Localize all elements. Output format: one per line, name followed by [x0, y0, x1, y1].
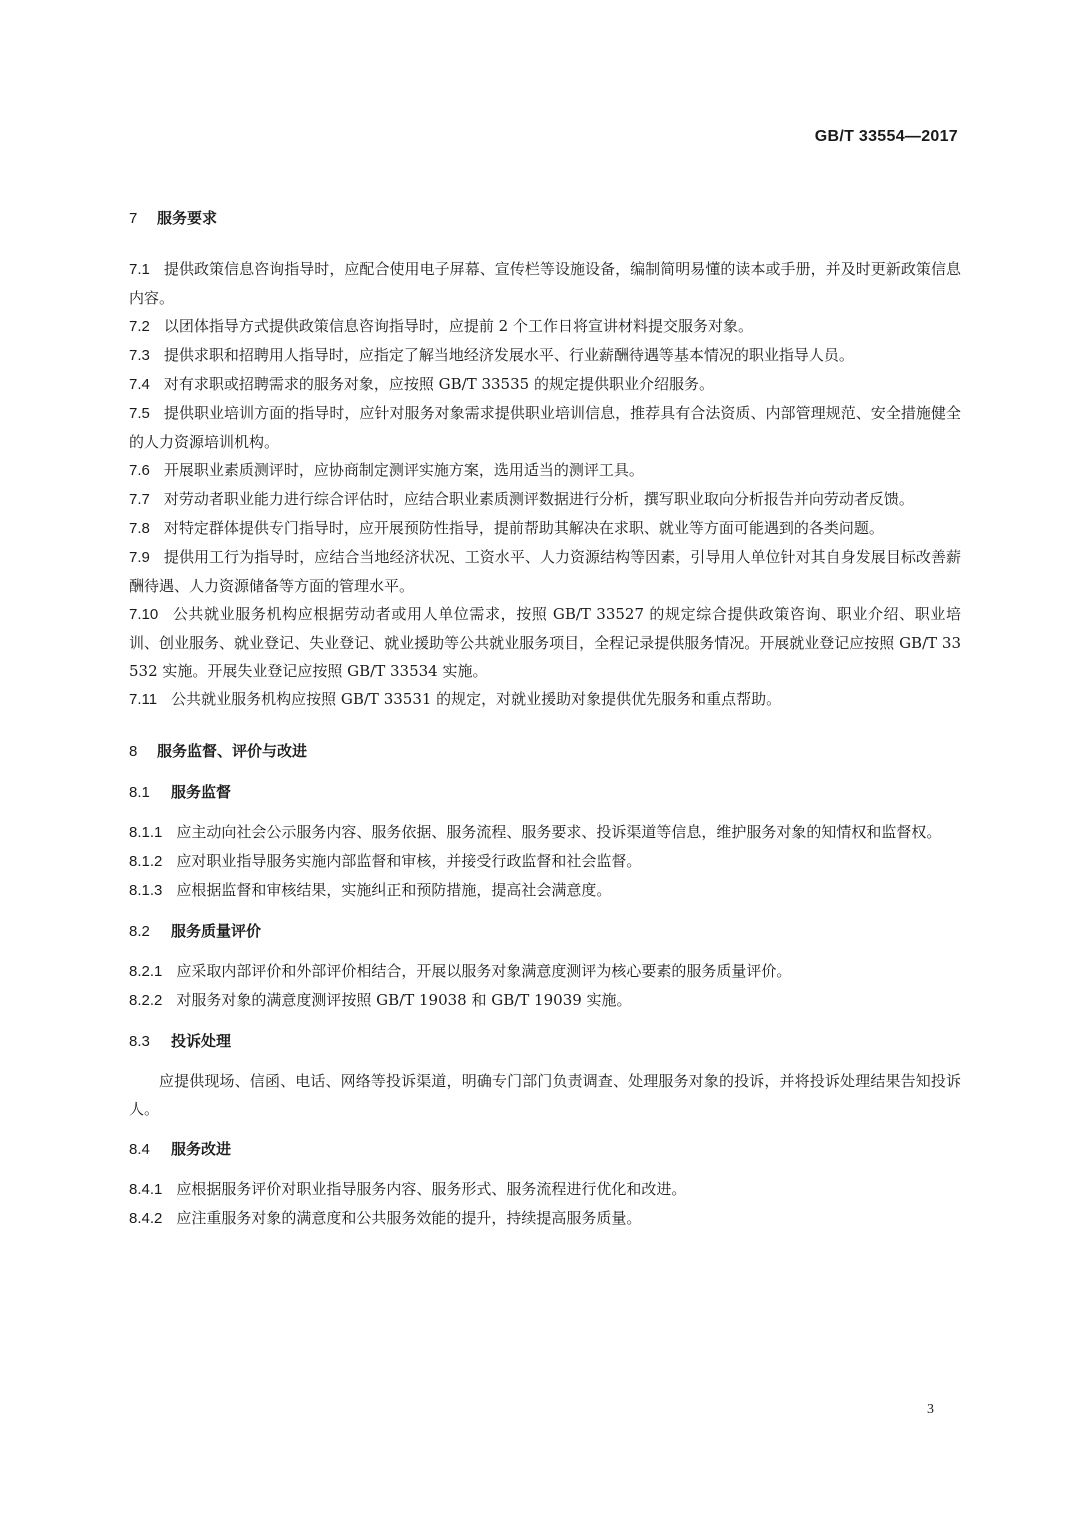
clause-7-7: [129, 485, 961, 514]
clause-8-4-2: [129, 1204, 961, 1233]
clause-7-6: [129, 456, 961, 485]
clause-number: 8.4.1: [129, 1181, 163, 1198]
clause-number: 8.4.2: [129, 1210, 163, 1227]
clause-number: 7.8: [129, 520, 150, 537]
subsection-8-3-heading: [129, 1028, 961, 1054]
clause-number: 7.2: [129, 318, 150, 335]
clause-8-1-2: [129, 847, 961, 876]
page-number: 3: [927, 1402, 934, 1417]
clause-7-5: [129, 399, 961, 456]
clause-number: 8.1.1: [129, 824, 163, 841]
subsection-number: 8.4: [129, 1141, 150, 1158]
clause-text: 应采取内部评价和外部评价相结合，开展以服务对象满意度测评为核心要素的服务质量评价。: [176, 962, 792, 980]
clause-7-3: [129, 341, 961, 370]
page-content: [129, 205, 961, 1233]
clause-text: 开展职业素质测评时，应协商制定测评实施方案，选用适当的测评工具。: [163, 461, 644, 479]
clause-text: 对特定群体提供专门指导时，应开展预防性指导，提前帮助其解决在求职、就业等方面可能遇到的各类问题。: [163, 519, 884, 537]
clause-8-2-1: [129, 957, 961, 986]
clause-8-1-1: [129, 818, 961, 847]
clause-text: 以团体指导方式提供政策信息咨询指导时，应提前 2 个工作日将宣讲材料提交服务对象。: [163, 317, 753, 335]
subsection-number: 8.2: [129, 923, 150, 940]
clause-8-3-text: 应提供现场、信函、电话、网络等投诉渠道，明确专门部门负责调查、处理服务对象的投诉，并将投诉处理结果告知投诉人。: [129, 1072, 961, 1118]
clause-text: 提供求职和招聘用人指导时，应指定了解当地经济发展水平、行业薪酬待遇等基本情况的职业指导人员。: [163, 346, 854, 364]
clause-number: 8.2.2: [129, 992, 163, 1009]
clause-text: 应根据服务评价对职业指导服务内容、服务形式、服务流程进行优化和改进。: [176, 1180, 687, 1198]
subsection-title: 服务质量评价: [171, 922, 262, 940]
clause-8-2-2: [129, 986, 961, 1015]
clause-8-4-1: [129, 1175, 961, 1204]
clause-text: 对服务对象的满意度测评按照 GB/T 19038 和 GB/T 19039 实施。: [176, 991, 632, 1009]
subsection-8-1-heading: [129, 779, 961, 805]
section-number: 8: [129, 743, 138, 760]
clause-7-10: [129, 600, 961, 685]
subsection-number: 8.3: [129, 1033, 150, 1050]
subsection-8-2-heading: [129, 918, 961, 944]
subsection-number: 8.1: [129, 784, 150, 801]
clause-text: 对劳动者职业能力进行综合评估时，应结合职业素质测评数据进行分析，撰写职业取向分析报告并向劳动者反馈。: [163, 490, 914, 508]
section-title: 服务监督、评价与改进: [157, 742, 308, 760]
clause-number: 7.11: [129, 691, 158, 708]
clause-text: 提供职业培训方面的指导时，应针对服务对象需求提供职业培训信息，推荐具有合法资质、内部管理规范、安全措施健全的人力资源培训机构。: [129, 404, 961, 451]
section-8-heading: [129, 738, 961, 764]
clause-number: 7.9: [129, 549, 150, 566]
clause-7-11: [129, 685, 961, 714]
subsection-title: 服务改进: [171, 1140, 232, 1158]
section-7-heading: [129, 205, 961, 231]
subsection-8-4-heading: [129, 1136, 961, 1162]
clause-7-1: [129, 255, 961, 312]
clause-text: 公共就业服务机构应按照 GB/T 33531 的规定，对就业援助对象提供优先服务和重点帮助。: [171, 690, 782, 708]
clause-text: 应对职业指导服务实施内部监督和审核，并接受行政监督和社会监督。: [176, 852, 642, 870]
clause-text: 应根据监督和审核结果，实施纠正和预防措施，提高社会满意度。: [176, 881, 612, 899]
clause-7-4: [129, 370, 961, 399]
clause-7-2: [129, 312, 961, 341]
clause-number: 7.3: [129, 347, 150, 364]
clause-number: 7.1: [129, 261, 150, 278]
clause-8-1-3: [129, 876, 961, 905]
clause-7-8: [129, 514, 961, 543]
clause-text: 公共就业服务机构应根据劳动者或用人单位需求，按照 GB/T 33527 的规定综合提供政策咨询、职业介绍、职业培训、创业服务、就业登记、失业登记、就业援助等公共就业服务项目，全程记录提供服务情况。开展就业登记应按照 GB/T 33532 实施。开展失业登记应按照 GB/T 33534 实施。: [129, 605, 961, 680]
clause-text: 应注重服务对象的满意度和公共服务效能的提升，持续提高服务质量。: [176, 1209, 642, 1227]
section-number: 7: [129, 210, 138, 227]
clause-number: 7.10: [129, 606, 159, 623]
clause-text: 提供用工行为指导时，应结合当地经济状况、工资水平、人力资源结构等因素，引导用人单位针对其自身发展目标改善薪酬待遇、人力资源储备等方面的管理水平。: [129, 548, 961, 595]
subsection-title: 服务监督: [171, 783, 232, 801]
section-title: 服务要求: [157, 209, 218, 227]
clause-number: 8.1.3: [129, 882, 163, 899]
clause-number: 8.2.1: [129, 963, 163, 980]
clause-text: 应主动向社会公示服务内容、服务依据、服务流程、服务要求、投诉渠道等信息，维护服务对象的知情权和监督权。: [176, 823, 942, 841]
standard-number: GB/T 33554—2017: [814, 128, 958, 145]
clause-number: 7.4: [129, 376, 150, 393]
clause-number: 7.6: [129, 462, 150, 479]
clause-number: 8.1.2: [129, 853, 163, 870]
clause-text: 对有求职或招聘需求的服务对象，应按照 GB/T 33535 的规定提供职业介绍服务。: [163, 375, 714, 393]
clause-7-9: [129, 543, 961, 600]
subsection-title: 投诉处理: [171, 1032, 232, 1050]
clause-number: 7.5: [129, 405, 150, 422]
clause-number: 7.7: [129, 491, 150, 508]
clause-text: 提供政策信息咨询指导时，应配合使用电子屏幕、宣传栏等设施设备，编制简明易懂的读本或手册，并及时更新政策信息内容。: [129, 260, 961, 307]
